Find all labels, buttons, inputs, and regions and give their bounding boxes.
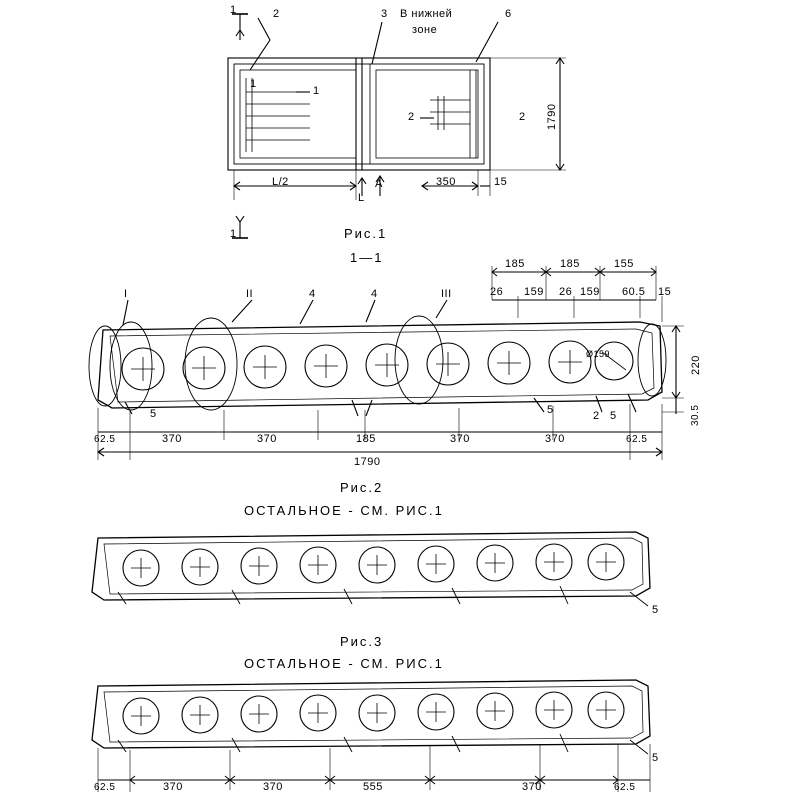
fig2-mark-5a: 5 bbox=[150, 408, 157, 420]
fig2-bottom-dim-62-5a: 62.5 bbox=[94, 434, 116, 445]
fig2-roman-III: III bbox=[441, 288, 452, 300]
fig1-dim-height-value: 1790 bbox=[546, 103, 558, 130]
fig1-inner-mark-2b: 2 bbox=[519, 111, 526, 123]
fig1-axis-a: A bbox=[375, 178, 383, 190]
fig2-top-dim-185b: 185 bbox=[560, 258, 580, 270]
fig2-bottom-dim-62-5b: 62.5 bbox=[626, 434, 648, 445]
fig2-roman-II: II bbox=[246, 288, 254, 300]
fig1-inner-mark-1b: 1 bbox=[313, 85, 320, 97]
section-mark-caption: 1—1 bbox=[350, 250, 384, 265]
fig1-note-line1: В нижней bbox=[400, 8, 453, 20]
fig3-note: ОСТАЛЬНОЕ - СМ. РИС.1 bbox=[244, 656, 444, 671]
fig4-bottom-dim-370c: 370 bbox=[522, 781, 542, 793]
fig3-title: Рис.3 bbox=[340, 634, 384, 649]
fig1-inner-mark-2a: 2 bbox=[408, 111, 415, 123]
fig2-dim-305 bbox=[690, 405, 701, 426]
fig2-dim-220-value: 220 bbox=[690, 355, 702, 375]
fig4-bottom-dim-62-5a: 62.5 bbox=[94, 782, 116, 793]
fig2-dim-26b: 26 bbox=[559, 286, 573, 298]
fig2-bottom-dim-370a: 370 bbox=[162, 433, 182, 445]
fig2-mark-2: 2 bbox=[593, 410, 600, 422]
fig2-bottom-dim-370c: 370 bbox=[450, 433, 470, 445]
fig2-top-dim-155: 155 bbox=[614, 258, 634, 270]
fig1-section-mark-left: 1 bbox=[230, 4, 237, 16]
fig1-section-mark-bottom: 1 bbox=[230, 228, 237, 240]
fig2-dim-305-value: 30.5 bbox=[690, 404, 701, 426]
fig2-mark-5c: 5 bbox=[610, 410, 617, 422]
fig2-roman-I: I bbox=[124, 288, 128, 300]
fig2-total-dim: 1790 bbox=[354, 456, 381, 468]
fig4-bottom-dim-62-5b: 62.5 bbox=[614, 782, 636, 793]
fig2-bottom-dim-370b: 370 bbox=[257, 433, 277, 445]
fig4-mark-5: 5 bbox=[652, 752, 659, 764]
fig2-bottom-dim-185: 185 bbox=[356, 433, 376, 445]
fig2-top-dim-185a: 185 bbox=[505, 258, 525, 270]
fig1-inner-mark-1a: 1 bbox=[250, 78, 257, 90]
fig1-dim-height bbox=[546, 104, 558, 130]
fig2-dim-26a: 26 bbox=[490, 286, 504, 298]
fig3-mark-5: 5 bbox=[652, 604, 659, 616]
fig4-bottom-dim-370a: 370 bbox=[163, 781, 183, 793]
fig1-axis-l: L bbox=[358, 192, 365, 204]
fig1-dim-15: 15 bbox=[494, 176, 508, 188]
fig2-dim-159b: 159 bbox=[580, 286, 600, 298]
fig2-title: Рис.2 bbox=[340, 480, 384, 495]
fig1-dim-half-length: L/2 bbox=[272, 176, 289, 188]
fig2-bottom-dim-370d: 370 bbox=[545, 433, 565, 445]
fig4-bottom-dim-555: 555 bbox=[363, 781, 383, 793]
fig2-callout-4b: 4 bbox=[371, 288, 378, 300]
fig1-callout-6: 6 bbox=[505, 8, 512, 20]
fig2-hole-diameter-label: Ø159 bbox=[586, 349, 611, 359]
fig1-note-line2: зоне bbox=[412, 24, 438, 36]
fig2-dim-15: 15 bbox=[658, 286, 672, 298]
fig2-note: ОСТАЛЬНОЕ - СМ. РИС.1 bbox=[244, 503, 444, 518]
fig2-dim-220 bbox=[690, 355, 702, 375]
fig1-title: Рис.1 bbox=[344, 226, 388, 241]
fig1-dim-350: 350 bbox=[436, 176, 456, 188]
fig1-callout-3: 3 bbox=[381, 8, 388, 20]
fig2-mark-5b: 5 bbox=[547, 404, 554, 416]
fig2-dim-605: 60.5 bbox=[622, 286, 646, 298]
fig2-dim-159a: 159 bbox=[524, 286, 544, 298]
fig1-callout-2: 2 bbox=[273, 8, 280, 20]
fig4-bottom-dim-370b: 370 bbox=[263, 781, 283, 793]
fig2-callout-4a: 4 bbox=[309, 288, 316, 300]
